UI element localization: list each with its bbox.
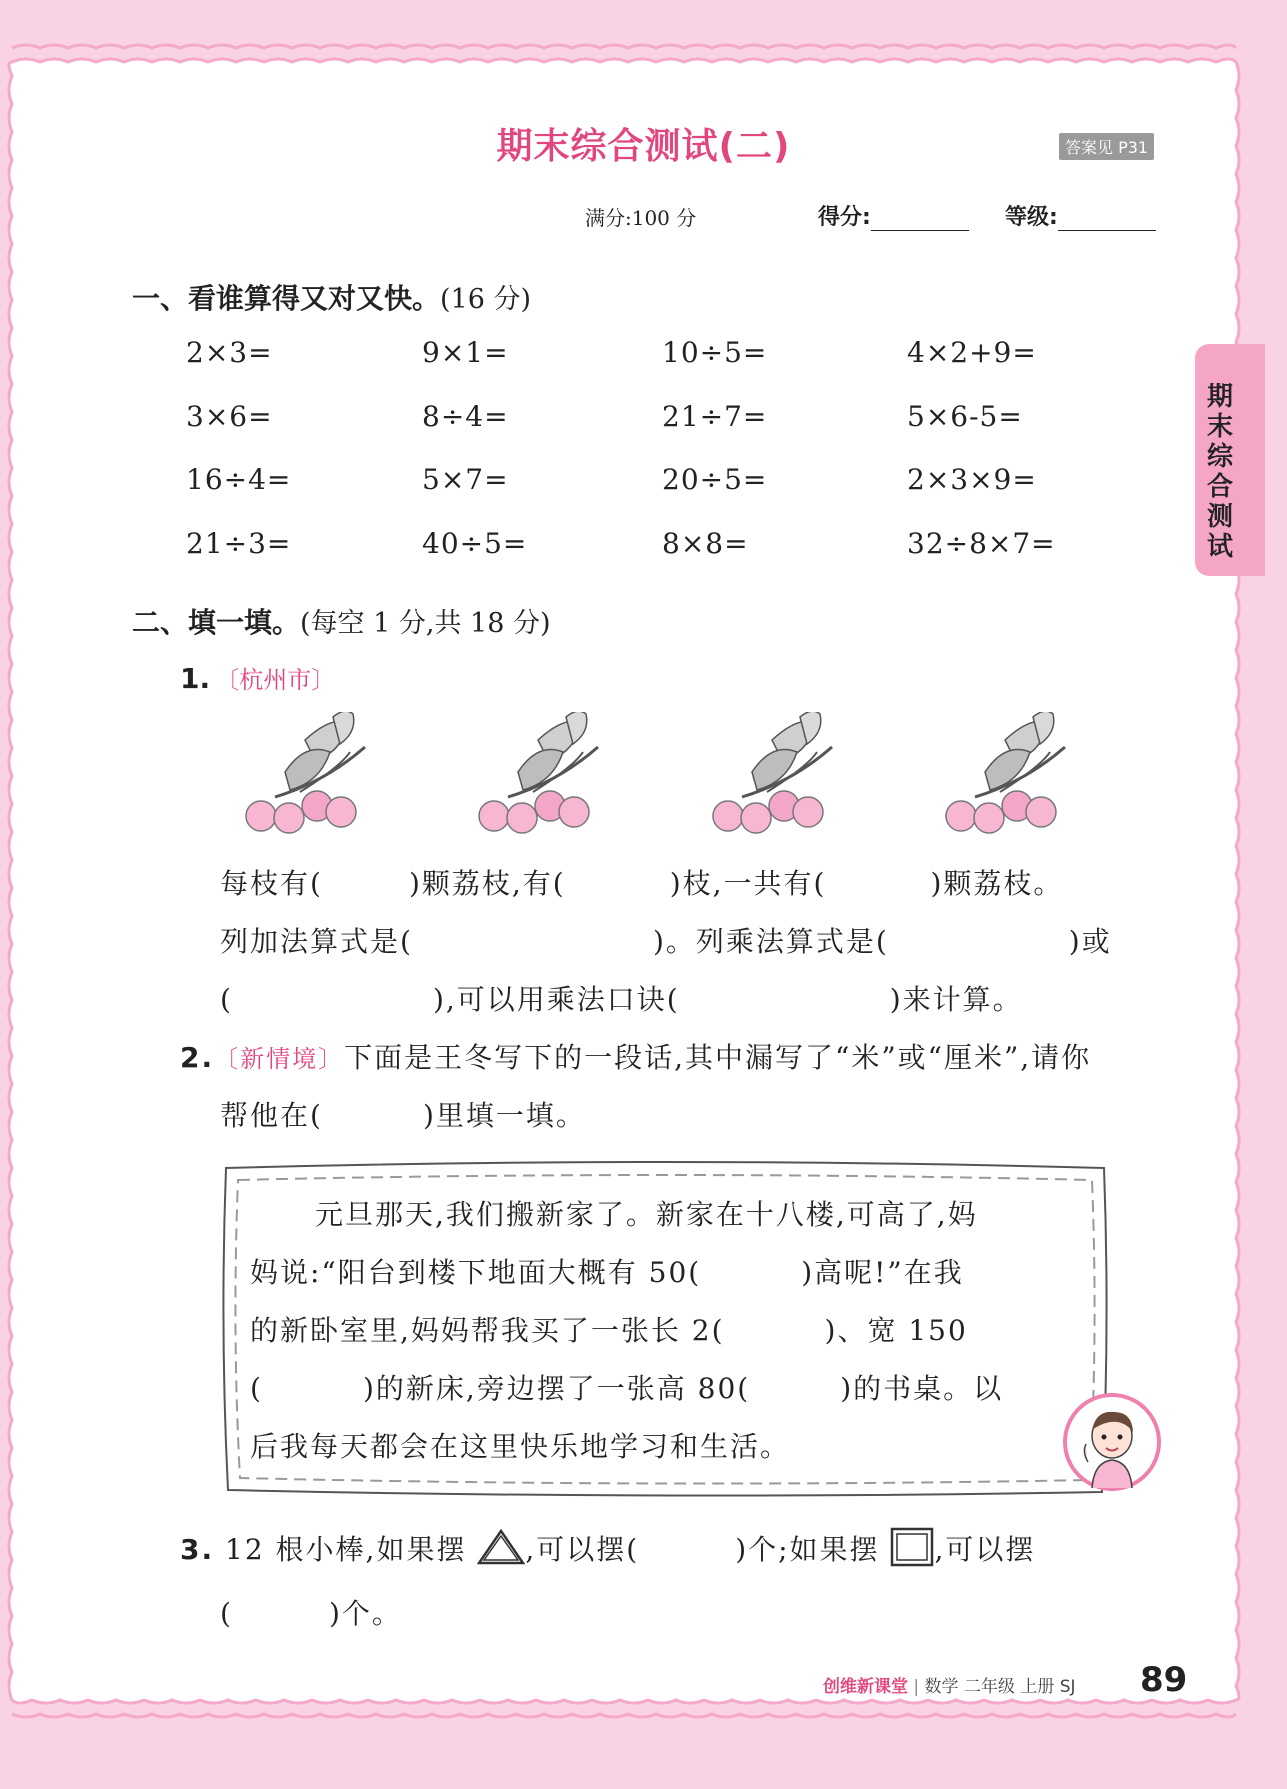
grade-label: 等级: xyxy=(1005,205,1058,230)
question-1-number: 1. xyxy=(180,662,211,695)
lychee-branch-2 xyxy=(479,712,598,833)
calc-item: 5×7= xyxy=(422,463,509,496)
page-title: 期末综合测试(二) xyxy=(496,126,791,167)
calc-item: 32÷8×7= xyxy=(907,527,1056,560)
side-tab-label: 期末综合测试 xyxy=(1206,382,1233,562)
question-3-line-2: ( )个。 xyxy=(220,1597,402,1630)
calc-item: 9×1= xyxy=(422,336,509,369)
footer-book-info: 数学 二年级 上册 SJ xyxy=(924,1677,1076,1697)
question-2-tag: 〔新情境〕 xyxy=(214,1045,345,1073)
calc-item: 4×2+9= xyxy=(907,336,1037,369)
boy-avatar xyxy=(1062,1392,1162,1492)
answer-reference-badge: 答案见 P31 xyxy=(1059,133,1154,160)
question-2-number: 2. xyxy=(180,1041,215,1074)
grade-blank[interactable] xyxy=(1058,208,1156,231)
page-number: 89 xyxy=(1140,1660,1188,1700)
grade-field xyxy=(1005,200,1156,231)
footer-info: 创维新课堂 | 数学 二年级 上册 SJ xyxy=(823,1677,1076,1697)
passage-line-5: 后我每天都会在这里快乐地学习和生活。 xyxy=(250,1430,791,1463)
passage-line-4: ( )的新床,旁边摆了一张高 80( )的书桌。以 xyxy=(250,1372,1004,1405)
score-field xyxy=(818,200,969,231)
calc-item: 10÷5= xyxy=(662,336,768,369)
lychee-branch-3 xyxy=(713,712,832,833)
calc-item: 2×3×9= xyxy=(907,463,1037,496)
calc-item: 16÷4= xyxy=(186,463,292,496)
section2-heading: 二、填一填。(每空 1 分,共 18 分) xyxy=(132,606,551,639)
full-score-label: 满分:100 分 xyxy=(585,206,697,230)
calc-item: 21÷7= xyxy=(662,400,768,433)
calc-item: 21÷3= xyxy=(186,527,292,560)
question-1-line-3: ( ),可以用乘法口诀( )来计算。 xyxy=(220,983,1023,1016)
lychee-branch-1 xyxy=(246,712,365,833)
passage-line-3: 的新卧室里,妈妈帮我买了一张长 2( )、宽 150 xyxy=(250,1314,968,1347)
score-label: 得分: xyxy=(818,205,871,230)
passage-line-1: 元旦那天,我们搬新家了。新家在十八楼,可高了,妈 xyxy=(315,1198,978,1231)
question-2-line-2: 帮他在( )里填一填。 xyxy=(220,1099,586,1132)
section1-heading: 一、看谁算得又对又快。(16 分) xyxy=(132,282,532,315)
calc-item: 40÷5= xyxy=(422,527,528,560)
calc-item: 20÷5= xyxy=(662,463,768,496)
question-3-number: 3. xyxy=(180,1533,215,1566)
calc-item: 2×3= xyxy=(186,336,273,369)
question-1-header xyxy=(180,660,335,695)
footer-brand: 创维新课堂 xyxy=(823,1677,908,1697)
triangle-icon xyxy=(477,1529,525,1565)
calc-item: 8×8= xyxy=(662,527,749,560)
calc-item: 8÷4= xyxy=(422,400,509,433)
question-3-line-1: 3. 12 根小棒,如果摆 ,可以摆( )个;如果摆 ,可以摆 xyxy=(180,1527,1035,1568)
calc-item: 5×6-5= xyxy=(907,400,1023,433)
lychee-branch-4 xyxy=(946,712,1065,833)
square-icon xyxy=(890,1527,934,1567)
score-blank[interactable] xyxy=(871,208,969,231)
question-2-line-1: 2.〔新情境〕下面是王冬写下的一段话,其中漏写了“米”或“厘米”,请你 xyxy=(180,1041,1092,1074)
passage-line-2: 妈说:“阳台到楼下地面大概有 50( )高呢!”在我 xyxy=(250,1256,964,1289)
calc-item: 3×6= xyxy=(186,400,273,433)
question-1-line-2: 列加法算式是( )。列乘法算式是( )或 xyxy=(220,925,1112,958)
question-1-line-1: 每枝有( )颗荔枝,有( )枝,一共有( )颗荔枝。 xyxy=(220,867,1064,900)
question-1-tag: 〔杭州市〕 xyxy=(215,666,336,694)
lychee-illustrations xyxy=(245,712,1165,842)
